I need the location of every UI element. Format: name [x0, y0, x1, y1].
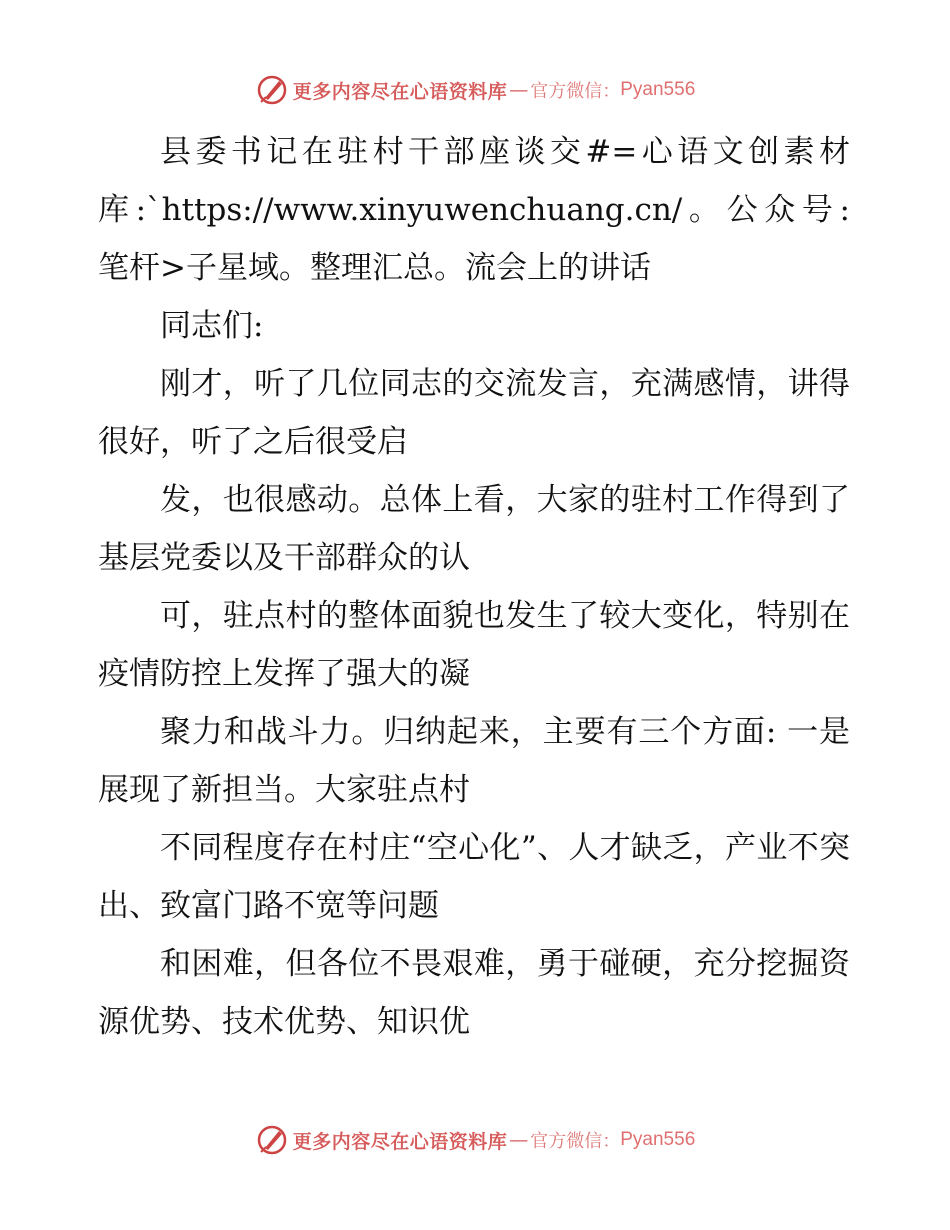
quill-logo-icon	[255, 1123, 289, 1157]
paragraph: 不同程度存在村庄“空心化”、人才缺乏，产业不突出、致富门路不宽等问题	[98, 830, 850, 924]
document-body	[98, 123, 850, 1051]
paragraph: 聚力和战斗力。归纳起来，主要有三个方面: 一是展现了新担当。大家驻点村	[98, 714, 850, 808]
paragraph: 发，也很感动。总体上看，大家的驻村工作得到了基层党委以及干部群众的认	[98, 482, 850, 576]
footer-brand-text: 更多内容尽在心语资料库	[292, 1130, 508, 1153]
paragraph-title: 县委书记在驻村干部座谈交#=心语文创素材库:`https://www.xinyuwenchuang.cn/。公众号: 笔杆>子星域。整理汇总。流会上的讲话	[98, 134, 850, 286]
footer-banner	[0, 1120, 950, 1160]
header-wechat-id: Pyan556	[620, 79, 696, 100]
header-banner	[0, 70, 950, 110]
header-wechat-label: 官方微信：	[530, 81, 621, 102]
quill-logo-icon	[255, 73, 289, 107]
header-brand-text: 更多内容尽在心语资料库	[292, 80, 508, 103]
paragraph: 和困难，但各位不畏艰难，勇于碰硬，充分挖掘资源优势、技术优势、知识优	[98, 946, 850, 1040]
footer-separator: —	[509, 1129, 529, 1151]
header-separator: —	[509, 79, 529, 101]
paragraph: 刚才，听了几位同志的交流发言，充满感情，讲得很好，听了之后很受启	[98, 366, 850, 460]
footer-wechat-label: 官方微信：	[530, 1131, 621, 1152]
paragraph-greeting: 同志们:	[160, 308, 264, 344]
footer-wechat-id: Pyan556	[620, 1129, 696, 1150]
paragraph: 可，驻点村的整体面貌也发生了较大变化，特别在疫情防控上发挥了强大的凝	[98, 598, 850, 692]
